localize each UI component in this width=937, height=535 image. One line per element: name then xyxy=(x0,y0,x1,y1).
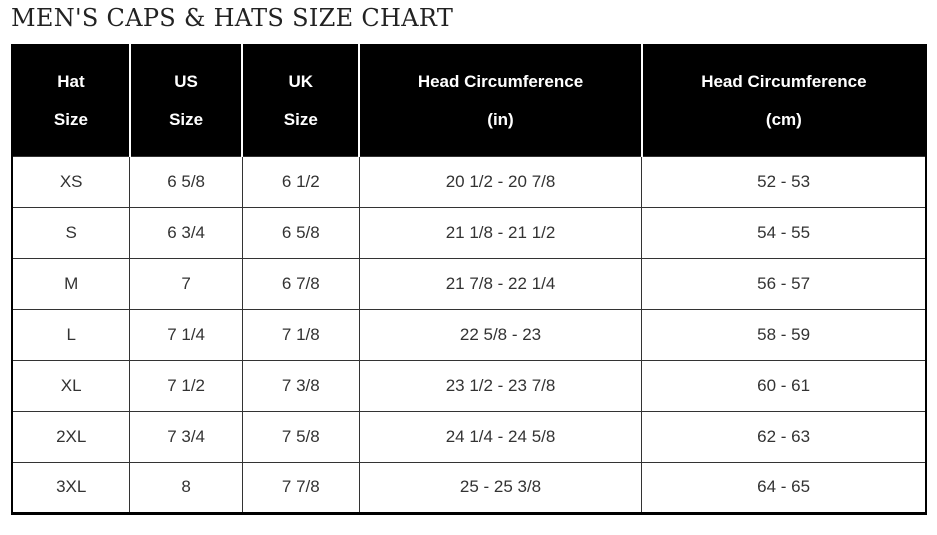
header-us-size-line1: US xyxy=(174,71,198,91)
header-uk-size-line2: Size xyxy=(283,110,318,130)
table-cell-hat-size: S xyxy=(12,207,130,258)
header-head-circumference-cm-line1: Head Circumference xyxy=(701,71,867,91)
table-cell-head-in: 23 1/2 - 23 7/8 xyxy=(359,360,641,411)
header-hat-size xyxy=(12,45,130,156)
table-cell-us-size: 7 1/4 xyxy=(130,309,242,360)
table-cell-uk-size: 7 3/8 xyxy=(242,360,359,411)
table-cell-hat-size: L xyxy=(12,309,130,360)
header-hat-size-line2: Size xyxy=(53,110,88,130)
table-cell-head-cm: 60 - 61 xyxy=(642,360,926,411)
table-cell-head-in: 21 7/8 - 22 1/4 xyxy=(359,258,641,309)
table-cell-head-cm: 64 - 65 xyxy=(642,462,926,513)
table-cell-uk-size: 7 1/8 xyxy=(242,309,359,360)
header-us-size-line2: Size xyxy=(169,110,204,130)
header-hat-size-line1: Hat xyxy=(57,71,85,91)
table-cell-hat-size: 2XL xyxy=(12,411,130,462)
table-cell-uk-size: 6 1/2 xyxy=(242,156,359,207)
table-cell-head-cm: 52 - 53 xyxy=(642,156,926,207)
table-cell-uk-size: 7 5/8 xyxy=(242,411,359,462)
table-cell-us-size: 7 3/4 xyxy=(130,411,242,462)
header-head-circumference-in-line1: Head Circumference xyxy=(417,71,584,91)
header-head-circumference-in xyxy=(359,45,641,156)
header-head-circumference-in-line2: (in) xyxy=(487,110,514,130)
table-cell-head-in: 22 5/8 - 23 xyxy=(359,309,641,360)
table-cell-head-cm: 54 - 55 xyxy=(642,207,926,258)
header-uk-size xyxy=(242,45,359,156)
table-cell-head-in: 25 - 25 3/8 xyxy=(359,462,641,513)
table-cell-uk-size: 6 7/8 xyxy=(242,258,359,309)
table-body xyxy=(12,156,926,513)
table-cell-head-cm: 56 - 57 xyxy=(642,258,926,309)
table-row xyxy=(12,411,926,462)
table-cell-us-size: 7 1/2 xyxy=(130,360,242,411)
table-cell-head-in: 24 1/4 - 24 5/8 xyxy=(359,411,641,462)
page-title: MEN'S CAPS & HATS SIZE CHART xyxy=(11,4,454,32)
table-cell-us-size: 7 xyxy=(130,258,242,309)
table-cell-head-cm: 58 - 59 xyxy=(642,309,926,360)
table-cell-uk-size: 7 7/8 xyxy=(242,462,359,513)
table-cell-head-in: 20 1/2 - 20 7/8 xyxy=(359,156,641,207)
table-row xyxy=(12,156,926,207)
header-us-size xyxy=(130,45,242,156)
table-row xyxy=(12,360,926,411)
table-cell-hat-size: M xyxy=(12,258,130,309)
table-cell-us-size: 6 5/8 xyxy=(130,156,242,207)
table-row xyxy=(12,258,926,309)
header-head-circumference-cm xyxy=(642,45,926,156)
header-uk-size-line1: UK xyxy=(288,71,314,91)
table-cell-uk-size: 6 5/8 xyxy=(242,207,359,258)
size-chart-table xyxy=(11,44,927,515)
table-cell-head-cm: 62 - 63 xyxy=(642,411,926,462)
header-head-circumference-cm-line2: (cm) xyxy=(765,110,802,130)
table-cell-us-size: 8 xyxy=(130,462,242,513)
table-cell-hat-size: XL xyxy=(12,360,130,411)
table-row xyxy=(12,309,926,360)
table-header xyxy=(12,45,926,156)
header-row xyxy=(12,45,926,156)
table-cell-head-in: 21 1/8 - 21 1/2 xyxy=(359,207,641,258)
table-cell-hat-size: 3XL xyxy=(12,462,130,513)
table-cell-hat-size: XS xyxy=(12,156,130,207)
table-cell-us-size: 6 3/4 xyxy=(130,207,242,258)
table-row xyxy=(12,207,926,258)
table-row xyxy=(12,462,926,513)
